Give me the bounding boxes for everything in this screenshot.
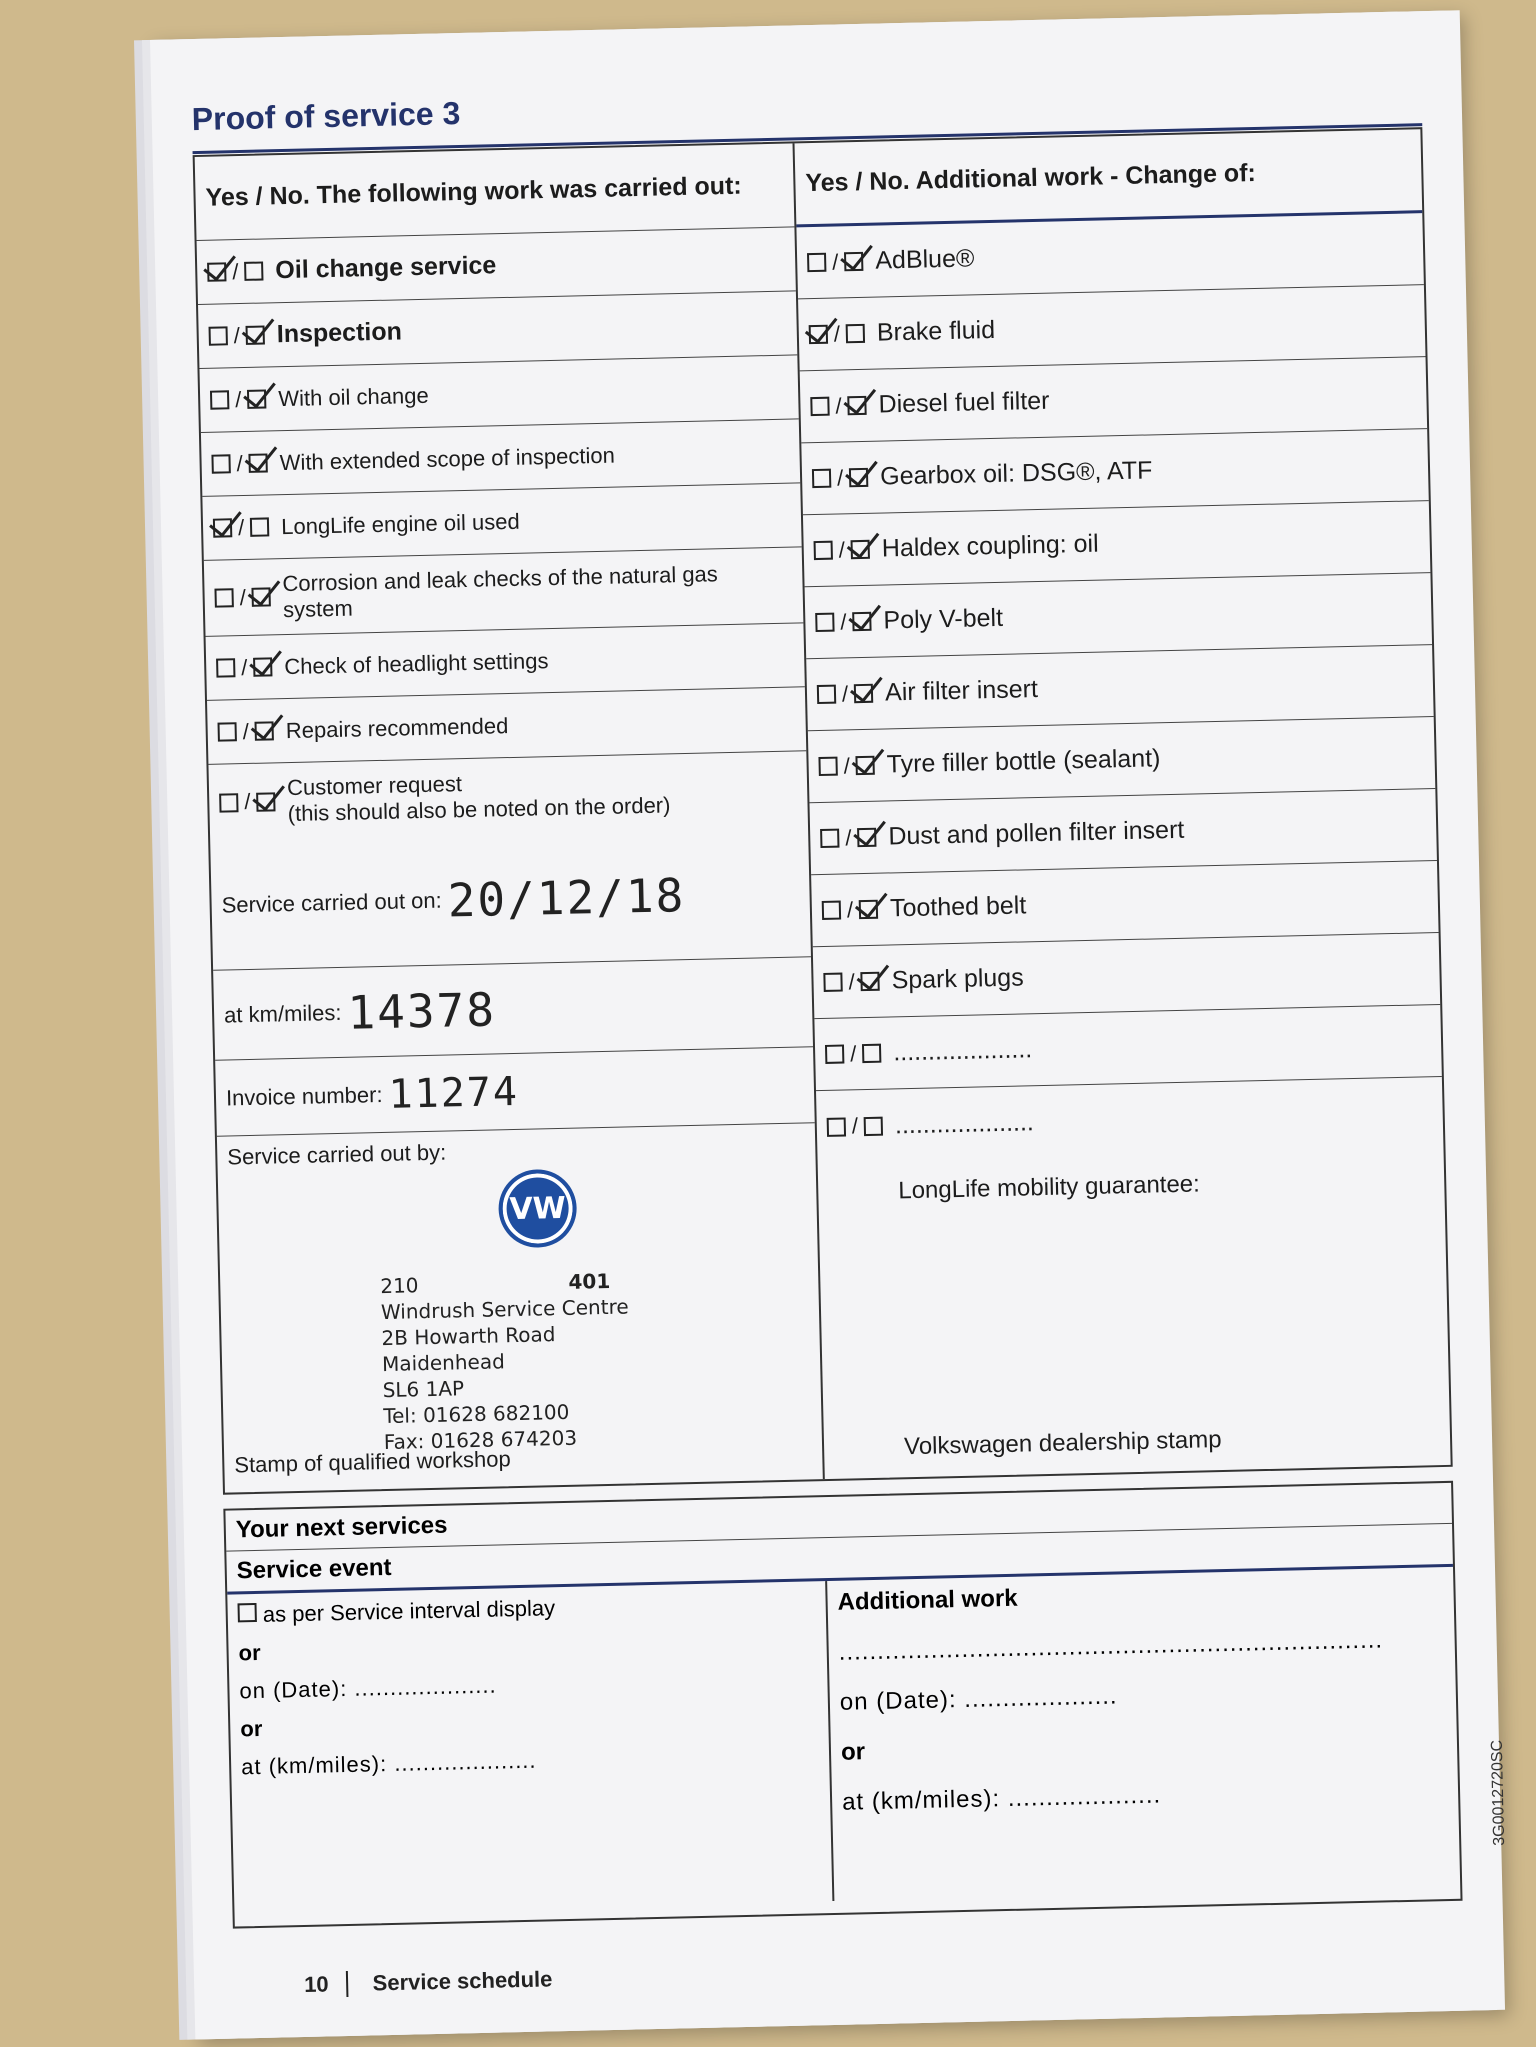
yes-checkbox-icon[interactable] <box>207 262 226 281</box>
slash-separator: / <box>242 718 250 744</box>
yes-no-checkboxes <box>213 514 270 541</box>
stamp-line: 2B Howarth Road <box>381 1322 556 1351</box>
guarantee-area <box>818 1149 1451 1479</box>
yes-checkbox-icon[interactable] <box>827 1117 846 1136</box>
slash-separator: / <box>843 752 851 778</box>
work-item-label: Repairs recommended <box>285 712 509 743</box>
no-checkbox-icon[interactable] <box>249 453 268 472</box>
no-checkbox-icon[interactable] <box>250 517 269 536</box>
no-checkbox-icon[interactable] <box>849 468 868 487</box>
yes-no-checkboxes <box>822 896 879 923</box>
slash-separator: / <box>244 788 251 815</box>
yes-no-checkboxes <box>216 654 273 681</box>
yes-no-checkboxes <box>818 752 875 779</box>
no-checkbox-icon[interactable] <box>844 252 863 271</box>
no-checkbox-icon[interactable] <box>859 900 878 919</box>
additional-item-label: Haldex coupling: oil <box>881 529 1099 563</box>
stamp-code-left: 210 <box>380 1273 419 1299</box>
no-checkbox-icon[interactable] <box>256 792 275 811</box>
no-checkbox-icon[interactable] <box>253 657 272 676</box>
work-item-label: LongLife engine oil used <box>280 508 520 539</box>
next-services-title: Your next services <box>225 1483 1452 1552</box>
yes-no-checkboxes <box>210 386 267 413</box>
slash-separator: / <box>240 654 248 680</box>
slash-separator: / <box>846 896 854 922</box>
no-checkbox-icon[interactable] <box>854 684 873 703</box>
slash-separator: / <box>831 248 839 275</box>
yes-no-checkboxes <box>809 320 866 347</box>
document-code: 3G0012720SC <box>1488 1739 1509 1846</box>
slash-separator: / <box>833 320 841 347</box>
work-item-row <box>204 547 804 637</box>
yes-no-checkboxes <box>810 392 867 419</box>
mileage-label: at km/miles: <box>223 999 342 1028</box>
yes-checkbox-icon[interactable] <box>823 973 842 992</box>
work-column <box>195 143 825 1492</box>
no-checkbox-icon[interactable] <box>846 324 865 343</box>
yes-checkbox-icon[interactable] <box>820 829 839 848</box>
checkbox-icon[interactable] <box>237 1603 256 1622</box>
yes-checkbox-icon[interactable] <box>807 253 826 272</box>
service-book-page <box>150 10 1509 2039</box>
yes-no-checkboxes <box>813 536 870 563</box>
no-checkbox-icon[interactable] <box>246 325 265 344</box>
yes-no-checkboxes <box>823 968 880 995</box>
no-checkbox-icon[interactable] <box>862 1044 881 1063</box>
yes-checkbox-icon[interactable] <box>210 390 229 409</box>
no-checkbox-icon[interactable] <box>864 1116 883 1135</box>
yes-checkbox-icon[interactable] <box>211 454 230 473</box>
stamp-code-right: 401 <box>568 1268 611 1294</box>
slash-separator: / <box>234 386 242 412</box>
no-checkbox-icon[interactable] <box>857 828 876 847</box>
additional-item-label: Poly V-belt <box>883 603 1004 635</box>
additional-item-label: Spark plugs <box>891 963 1024 995</box>
additional-item-label: Brake fluid <box>876 315 996 347</box>
stamp-footer-label: Stamp of qualified workshop <box>234 1446 511 1478</box>
yes-checkbox-icon[interactable] <box>219 793 238 812</box>
carried-out-by-label: Service carried out by: <box>227 1139 447 1170</box>
yes-checkbox-icon[interactable] <box>815 613 834 632</box>
additional-item-label: Diesel fuel filter <box>878 386 1050 419</box>
slash-separator: / <box>840 608 847 634</box>
slash-separator: / <box>848 968 855 994</box>
yes-no-checkboxes <box>207 258 264 285</box>
workshop-stamp-area <box>217 1123 823 1492</box>
mileage-row <box>213 957 813 1061</box>
no-checkbox-icon[interactable] <box>244 261 263 280</box>
work-item-label: With oil change <box>278 382 429 411</box>
or-label: or <box>240 1715 263 1742</box>
work-item-label-group <box>287 766 671 827</box>
yes-checkbox-icon[interactable] <box>214 588 233 607</box>
yes-no-checkboxes <box>219 788 276 815</box>
invoice-value: 11274 <box>387 1068 520 1118</box>
service-event-column <box>227 1581 834 1915</box>
stamp-line: Maidenhead <box>381 1349 506 1377</box>
stamp-line: Fax: 01628 674203 <box>383 1425 578 1455</box>
stamp-line: Tel: 01628 682100 <box>383 1399 570 1429</box>
yes-checkbox-icon[interactable] <box>218 722 237 741</box>
additional-item-label: Gearbox oil: DSG®, ATF <box>879 456 1153 491</box>
yes-checkbox-icon[interactable] <box>814 541 833 560</box>
yes-no-checkboxes <box>820 824 877 851</box>
additional-work-column <box>795 129 1451 1479</box>
yes-no-checkboxes <box>217 718 274 745</box>
additional-work-header: Yes / No. Additional work - Change of: <box>795 129 1423 227</box>
guarantee-label: LongLife mobility guarantee: <box>897 1170 1201 1205</box>
no-checkbox-icon[interactable] <box>247 389 266 408</box>
no-checkbox-icon[interactable] <box>860 972 879 991</box>
yes-no-checkboxes <box>827 1113 884 1140</box>
additional-work-title: Additional work <box>837 1584 1018 1616</box>
yes-checkbox-icon[interactable] <box>817 685 836 704</box>
yes-no-checkboxes <box>817 680 874 707</box>
work-item-label: Check of headlight settings <box>284 647 549 679</box>
work-item-label: Oil change service <box>275 251 497 285</box>
no-checkbox-icon[interactable] <box>851 540 870 559</box>
vw-logo-icon: VW <box>498 1169 578 1249</box>
invoice-row <box>215 1047 815 1137</box>
no-checkbox-icon[interactable] <box>255 721 274 740</box>
yes-no-checkboxes <box>812 464 869 491</box>
no-checkbox-icon[interactable] <box>856 756 875 775</box>
no-checkbox-icon[interactable] <box>852 612 871 631</box>
yes-checkbox-icon[interactable] <box>209 326 228 345</box>
interval-display-option <box>237 1589 815 1628</box>
at-km-field: at (km/miles): .................... <box>841 1781 1162 1816</box>
yes-checkbox-icon[interactable] <box>818 757 837 776</box>
slash-separator: / <box>835 392 842 419</box>
work-item-note: (this should also be noted on the order) <box>287 792 671 827</box>
no-checkbox-icon[interactable] <box>252 587 271 606</box>
additional-item-label: .................... <box>894 1107 1035 1139</box>
interval-display-label: as per Service interval display <box>262 1595 556 1627</box>
additional-work-next-column <box>827 1567 1460 1901</box>
work-item-row <box>208 751 808 841</box>
mileage-value: 14378 <box>346 981 497 1040</box>
invoice-label: Invoice number: <box>225 1081 383 1111</box>
page-footer <box>304 1966 553 1998</box>
or-label: or <box>238 1639 261 1666</box>
or-label: or <box>840 1738 866 1766</box>
at-km-field: at (km/miles): .................... <box>240 1747 537 1780</box>
on-date-field: on (Date): .................... <box>239 1672 497 1704</box>
slash-separator: / <box>841 680 849 706</box>
additional-item-label: AdBlue® <box>874 244 975 275</box>
slash-separator: / <box>236 450 244 476</box>
dealer-stamp-label: Volkswagen dealership stamp <box>903 1426 1222 1461</box>
service-date-row <box>210 827 811 971</box>
slash-separator: / <box>849 1040 857 1066</box>
work-item-label: With extended scope of inspection <box>279 442 616 475</box>
slash-separator: / <box>838 536 846 563</box>
section-name: Service schedule <box>372 1966 553 1996</box>
yes-no-checkboxes <box>214 584 271 611</box>
yes-checkbox-icon[interactable] <box>812 469 831 488</box>
next-services-box <box>223 1481 1462 1929</box>
service-event-header: Service event <box>226 1524 1453 1595</box>
work-item-label: Customer request <box>286 771 463 801</box>
additional-item-label: Dust and pollen filter insert <box>888 815 1185 851</box>
additional-item-label: Tyre filler bottle (sealant) <box>886 744 1161 779</box>
workshop-stamp <box>380 1267 632 1455</box>
slash-separator: / <box>237 514 245 540</box>
yes-checkbox-icon[interactable] <box>822 901 841 920</box>
work-item-label: Inspection <box>276 317 403 349</box>
slash-separator: / <box>233 322 241 348</box>
yes-checkbox-icon[interactable] <box>213 518 232 537</box>
yes-no-checkboxes <box>807 248 864 275</box>
yes-checkbox-icon[interactable] <box>809 325 828 344</box>
page-title: Proof of service 3 <box>191 94 461 138</box>
slash-separator: / <box>239 584 247 610</box>
slash-separator: / <box>851 1113 859 1139</box>
yes-checkbox-icon[interactable] <box>825 1045 844 1064</box>
on-date-field: on (Date): .................... <box>839 1682 1118 1716</box>
slash-separator: / <box>231 258 239 284</box>
additional-item-label: Toothed belt <box>889 891 1027 923</box>
service-date-label: Service carried out on: <box>221 887 442 918</box>
yes-checkbox-icon[interactable] <box>810 397 829 416</box>
slash-separator: / <box>836 464 844 491</box>
next-services-grid <box>227 1567 1460 1915</box>
work-column-header: Yes / No. The following work was carried out: <box>195 143 795 241</box>
proof-of-service-table <box>193 127 1453 1495</box>
yes-no-checkboxes <box>825 1040 882 1067</box>
service-date-value: 20/12/18 <box>447 867 686 927</box>
no-checkbox-icon[interactable] <box>847 396 866 415</box>
yes-checkbox-icon[interactable] <box>216 658 235 677</box>
dotted-line: ....................................................................... <box>838 1626 1384 1666</box>
yes-no-checkboxes <box>208 322 265 349</box>
additional-item-label: Air filter insert <box>884 675 1039 707</box>
yes-no-checkboxes <box>815 608 872 635</box>
additional-item-label: .................... <box>892 1035 1033 1067</box>
yes-no-checkboxes <box>211 450 268 477</box>
work-item-label: Corrosion and leak checks of the natural gas system <box>282 560 719 622</box>
slash-separator: / <box>844 824 852 850</box>
stamp-line: Windrush Service Centre <box>380 1294 629 1325</box>
page-number: 10 <box>304 1971 349 1998</box>
stamp-line: SL6 1AP <box>382 1376 465 1403</box>
